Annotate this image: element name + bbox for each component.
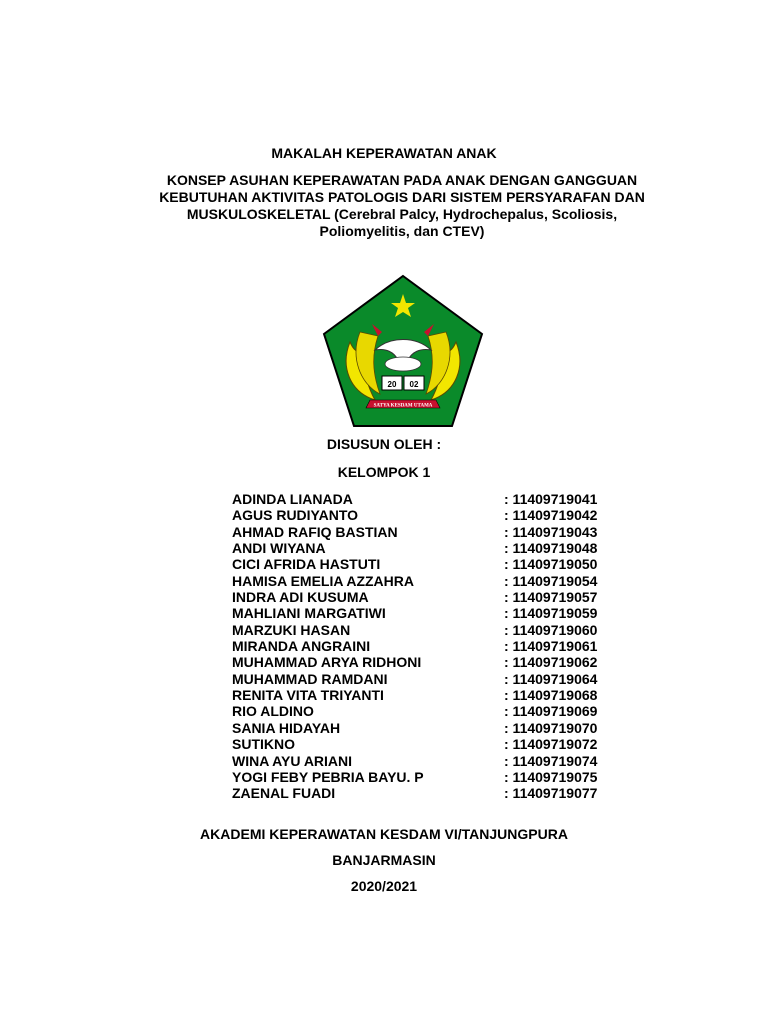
member-nim: : 11409719075	[504, 768, 598, 785]
list-item	[232, 671, 612, 687]
institution-name: AKADEMI KEPERAWATAN KESDAM VI/TANJUNGPURA	[200, 826, 568, 842]
list-item	[232, 638, 612, 654]
list-item	[232, 589, 612, 605]
member-name: RENITA VITA TRIYANTI	[232, 687, 384, 704]
member-name: MAHLIANI MARGATIWI	[232, 605, 386, 622]
list-item	[232, 556, 612, 572]
list-item	[232, 491, 612, 507]
subtitle-line: KEBUTUHAN AKTIVITAS PATOLOGIS DARI SISTEM PERSYARAFAN DAN	[159, 189, 645, 205]
subtitle-line: MUSKULOSKELETAL (Cerebral Palcy, Hydrochepalus, Scoliosis,	[186, 206, 618, 222]
document-subtitle	[150, 172, 654, 240]
member-list	[232, 491, 612, 802]
member-nim: : 11409719064	[504, 670, 598, 687]
member-nim: : 11409719062	[504, 654, 598, 671]
member-name: MUHAMMAD RAMDANI	[232, 670, 388, 687]
member-nim: : 11409719077	[504, 785, 598, 802]
member-nim: : 11409719057	[504, 589, 598, 606]
member-nim: : 11409719041	[504, 491, 598, 507]
member-nim: : 11409719070	[504, 719, 598, 736]
member-name: SUTIKNO	[232, 736, 295, 753]
list-item	[232, 507, 612, 523]
member-name: AHMAD RAFIQ BASTIAN	[232, 523, 398, 540]
list-item	[232, 524, 612, 540]
member-name: RIO ALDINO	[232, 703, 314, 720]
member-nim: : 11409719069	[504, 703, 598, 720]
institution-logo	[320, 272, 486, 432]
list-item	[232, 769, 612, 785]
member-name: AGUS RUDIYANTO	[232, 507, 359, 524]
member-name: HAMISA EMELIA AZZAHRA	[232, 572, 414, 589]
member-nim: : 11409719061	[504, 638, 598, 655]
member-nim: : 11409719072	[504, 736, 598, 753]
member-name: WINA AYU ARIANI	[232, 752, 353, 769]
list-item	[232, 687, 612, 703]
list-item	[232, 753, 612, 769]
member-name: CICI AFRIDA HASTUTI	[232, 556, 381, 573]
member-name: MUHAMMAD ARYA RIDHONI	[232, 654, 422, 671]
member-nim: : 11409719042	[504, 507, 598, 524]
member-name: ANDI WIYANA	[232, 540, 326, 557]
member-name: INDRA ADI KUSUMA	[232, 589, 369, 606]
list-item	[232, 720, 612, 736]
document-title: MAKALAH KEPERAWATAN ANAK	[271, 145, 497, 161]
subtitle-line: Poliomyelitis, dan CTEV)	[319, 223, 485, 239]
academic-year: 2020/2021	[350, 878, 418, 894]
member-nim: : 11409719059	[504, 605, 598, 622]
list-item	[232, 785, 612, 801]
member-name: YOGI FEBY PEBRIA BAYU. P	[232, 768, 424, 785]
list-item	[232, 654, 612, 670]
member-nim: : 11409719068	[504, 687, 598, 704]
member-nim: : 11409719074	[504, 752, 598, 769]
list-item	[232, 540, 612, 556]
logo-year-left: 20	[387, 380, 397, 389]
member-nim: : 11409719043	[504, 523, 598, 540]
subtitle-line: KONSEP ASUHAN KEPERAWATAN PADA ANAK DENGAN GANGGUAN	[166, 172, 638, 188]
list-item	[232, 573, 612, 589]
compiled-by-label: DISUSUN OLEH :	[326, 436, 442, 452]
member-name: MIRANDA ANGRAINI	[232, 638, 371, 655]
member-name: ADINDA LIANADA	[232, 491, 353, 507]
institution-emblem-icon	[320, 272, 486, 432]
list-item	[232, 622, 612, 638]
list-item	[232, 703, 612, 719]
member-name: SANIA HIDAYAH	[232, 719, 341, 736]
member-nim: : 11409719054	[504, 572, 598, 589]
member-nim: : 11409719050	[504, 556, 598, 573]
member-nim: : 11409719048	[504, 540, 598, 557]
group-label: KELOMPOK 1	[337, 464, 431, 480]
member-name: MARZUKI HASAN	[232, 621, 351, 638]
logo-banner-text: SATYA KESDAM UTAMA	[373, 403, 433, 409]
member-name: ZAENAL FUADI	[232, 785, 336, 802]
member-nim: : 11409719060	[504, 621, 598, 638]
list-item	[232, 605, 612, 621]
city-name: BANJARMASIN	[332, 852, 436, 868]
logo-year-right: 02	[409, 380, 419, 389]
list-item	[232, 736, 612, 752]
